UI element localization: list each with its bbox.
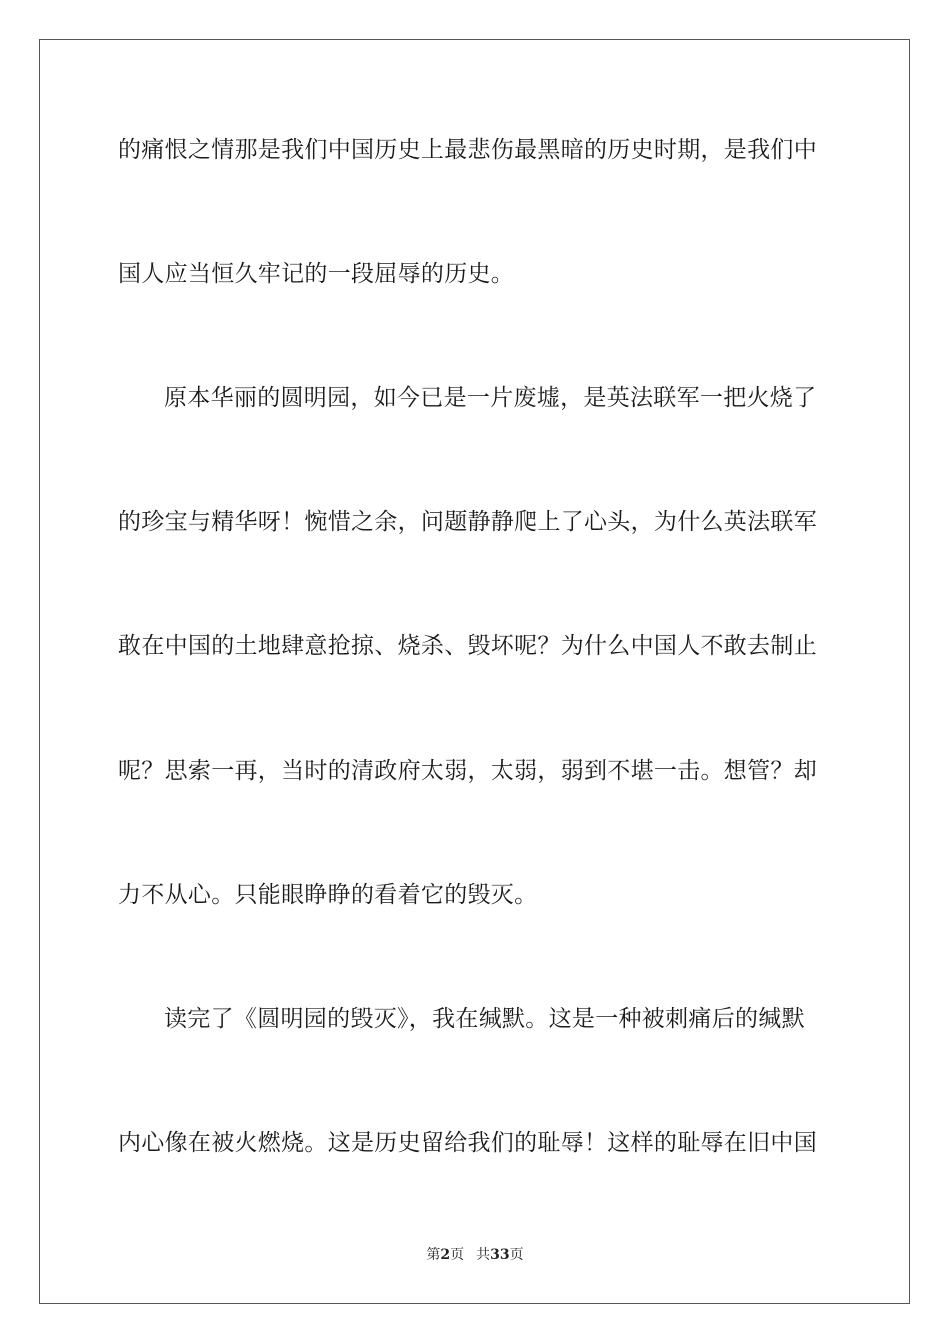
paragraph-first-line: 读完了《圆明园的毁灭》，我在缄默。这是一种被刺痛后的缄默 bbox=[164, 1006, 805, 1032]
footer-prefix: 第 bbox=[426, 1247, 441, 1263]
footer-page-suffix: 页 bbox=[450, 1247, 465, 1263]
footer-total-prefix: 共 bbox=[476, 1247, 491, 1263]
body-text-line: 呢？思索一再，当时的清政府太弱，太弱，弱到不堪一击。想管？却 bbox=[118, 758, 817, 784]
body-text-line: 内心像在被火燃烧。这是历史留给我们的耻辱！这样的耻辱在旧中国 bbox=[118, 1130, 817, 1156]
page-footer bbox=[0, 1246, 950, 1264]
body-text-line: 国人应当恒久牢记的一段屈辱的历史。 bbox=[118, 261, 515, 287]
total-pages-number: 33 bbox=[490, 1247, 510, 1263]
footer-total-suffix: 页 bbox=[509, 1247, 524, 1263]
page-border bbox=[39, 39, 910, 1304]
body-text-line: 的珍宝与精华呀！惋惜之余，问题静静爬上了心头，为什么英法联军 bbox=[118, 509, 817, 535]
body-text-line: 的痛恨之情那是我们中国历史上最悲伤最黑暗的历史时期，是我们中 bbox=[118, 137, 817, 163]
paragraph-first-line: 原本华丽的圆明园，如今已是一片废墟，是英法联军一把火烧了 bbox=[164, 385, 817, 411]
body-text-line: 敢在中国的土地肆意抢掠、烧杀、毁坏呢？为什么中国人不敢去制止 bbox=[118, 633, 817, 659]
current-page-number: 2 bbox=[440, 1247, 451, 1263]
body-text-line: 力不从心。只能眼睁睁的看着它的毁灭。 bbox=[118, 882, 538, 908]
